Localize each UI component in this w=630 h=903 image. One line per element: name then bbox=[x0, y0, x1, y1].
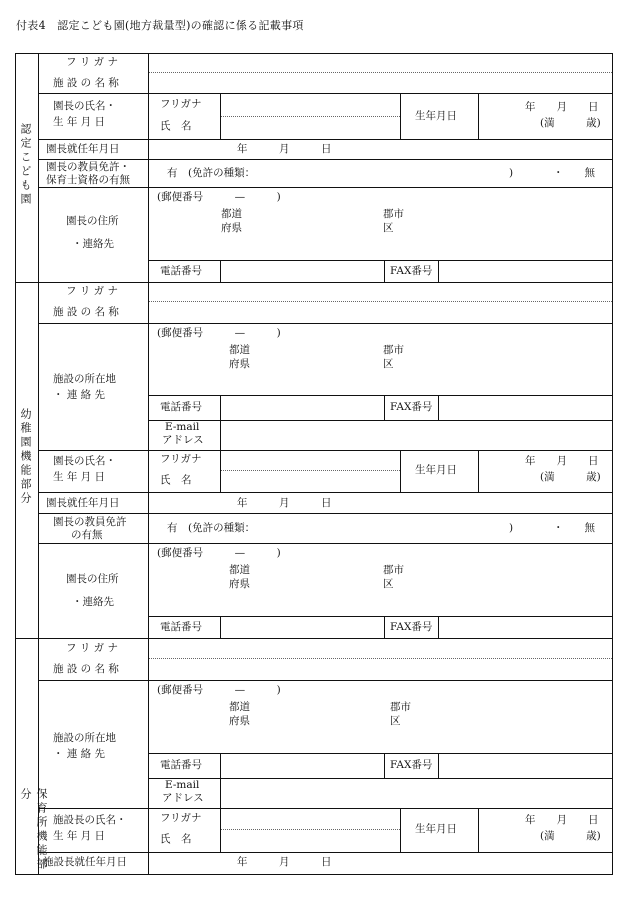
facility-address-label: 施設の所在地 bbox=[53, 373, 116, 385]
license-yes: 有 (免許の種類： bbox=[167, 167, 256, 179]
postal-code: (郵便番号 — ) bbox=[157, 327, 281, 339]
todo-label: 都道 bbox=[221, 208, 242, 220]
director-address-label: 園長の住所 bbox=[66, 215, 119, 227]
director-name-label: 園長の氏名・ bbox=[53, 455, 116, 467]
facility-name-label: 施 設 の 名 称 bbox=[53, 306, 119, 318]
appointed-date-value: 年 月 日 bbox=[237, 856, 332, 868]
furigana-label: フ リ ガ ナ bbox=[66, 642, 119, 654]
license-label-2: 保育士資格の有無 bbox=[46, 174, 130, 186]
license-label: 園長の教員免許・ bbox=[46, 161, 130, 173]
fax-label: FAX番号 bbox=[390, 401, 433, 413]
gunshi-label: 郡市 bbox=[383, 208, 404, 220]
email-label-2: アドレス bbox=[162, 792, 204, 804]
phone-label: 電話番号 bbox=[160, 759, 202, 771]
license-yes: 有 (免許の種類： bbox=[167, 522, 256, 534]
facility-appointed-date-label: 施設長就任年月日 bbox=[43, 856, 127, 868]
director-shimei-label: 氏 名 bbox=[160, 833, 192, 845]
license-no: ・ 無 bbox=[553, 167, 595, 179]
director-birth-label: 生 年 月 日 bbox=[53, 116, 106, 128]
license-label: 園長の教員免許 bbox=[53, 516, 127, 528]
fuken-label: 府県 bbox=[229, 578, 250, 590]
director-furigana-label: フリガナ bbox=[160, 453, 202, 465]
todo-label: 都道 bbox=[229, 564, 250, 576]
appointed-date-value: 年 月 日 bbox=[237, 497, 332, 509]
gunshi-label: 郡市 bbox=[383, 564, 404, 576]
section-label-youchien: 幼稚園機能部分 bbox=[19, 408, 32, 506]
director-address-label: 園長の住所 bbox=[66, 573, 119, 585]
birth-date-label: 生年月日 bbox=[415, 823, 457, 835]
postal-code: (郵便番号 — ) bbox=[157, 547, 281, 559]
birth-date-value: 年 月 日 bbox=[525, 101, 599, 113]
director-shimei-label: 氏 名 bbox=[160, 120, 192, 132]
facility-name-label: 施 設 の 名 称 bbox=[53, 663, 119, 675]
age-value: (満 歳) bbox=[540, 117, 601, 129]
section-label-hoikusho: 保育所機能部分 bbox=[19, 788, 48, 872]
director-furigana-label: フリガナ bbox=[160, 98, 202, 110]
appointed-date-label: 園長就任年月日 bbox=[46, 497, 120, 509]
gunshi-label: 郡市 bbox=[383, 344, 404, 356]
facility-director-name-label: 施設長の氏名・ bbox=[53, 814, 127, 826]
phone-label: 電話番号 bbox=[160, 401, 202, 413]
director-contact-label: ・連絡先 bbox=[72, 596, 114, 608]
fuken-label: 府県 bbox=[229, 715, 250, 727]
fax-label: FAX番号 bbox=[390, 265, 433, 277]
ku-label: 区 bbox=[383, 358, 394, 370]
facility-contact-label: ・ 連 絡 先 bbox=[53, 389, 106, 401]
appointed-date-value: 年 月 日 bbox=[237, 143, 332, 155]
birth-date-label: 生年月日 bbox=[415, 110, 457, 122]
form-table bbox=[15, 53, 613, 875]
fuken-label: 府県 bbox=[221, 222, 242, 234]
furigana-label: フ リ ガ ナ bbox=[66, 285, 119, 297]
appointed-date-label: 園長就任年月日 bbox=[46, 143, 120, 155]
todo-label: 都道 bbox=[229, 344, 250, 356]
director-furigana-label: フリガナ bbox=[160, 812, 202, 824]
phone-label: 電話番号 bbox=[160, 265, 202, 277]
postal-code: (郵便番号 — ) bbox=[157, 684, 281, 696]
ku-label: 区 bbox=[390, 715, 401, 727]
fax-label: FAX番号 bbox=[390, 759, 433, 771]
birth-date-value: 年 月 日 bbox=[525, 814, 599, 826]
birth-date-value: 年 月 日 bbox=[525, 455, 599, 467]
postal-code: (郵便番号 — ) bbox=[157, 191, 281, 203]
ku-label: 区 bbox=[383, 222, 394, 234]
gunshi-label: 郡市 bbox=[390, 701, 411, 713]
facility-address-label: 施設の所在地 bbox=[53, 732, 116, 744]
birth-date-label: 生年月日 bbox=[415, 464, 457, 476]
furigana-label: フ リ ガ ナ bbox=[66, 56, 119, 68]
facility-contact-label: ・ 連 絡 先 bbox=[53, 748, 106, 760]
license-close: ) bbox=[509, 167, 514, 179]
section-label-nintei: 認定こども園 bbox=[19, 123, 32, 207]
email-label: E-mail bbox=[165, 779, 200, 791]
license-close: ) bbox=[509, 522, 514, 534]
email-label-2: アドレス bbox=[162, 434, 204, 446]
email-label: E-mail bbox=[165, 421, 200, 433]
ku-label: 区 bbox=[383, 578, 394, 590]
director-birth-label: 生 年 月 日 bbox=[53, 471, 106, 483]
license-no: ・ 無 bbox=[553, 522, 595, 534]
age-value: (満 歳) bbox=[540, 471, 601, 483]
license-label-2: の有無 bbox=[71, 529, 103, 541]
director-name-label: 園長の氏名・ bbox=[53, 100, 116, 112]
director-shimei-label: 氏 名 bbox=[160, 474, 192, 486]
age-value: (満 歳) bbox=[540, 830, 601, 842]
document-title: 付表4 認定こども園(地方裁量型)の確認に係る記載事項 bbox=[16, 19, 304, 32]
fuken-label: 府県 bbox=[229, 358, 250, 370]
todo-label: 都道 bbox=[229, 701, 250, 713]
facility-name-label: 施 設 の 名 称 bbox=[53, 77, 119, 89]
phone-label: 電話番号 bbox=[160, 621, 202, 633]
director-birth-label: 生 年 月 日 bbox=[53, 830, 106, 842]
fax-label: FAX番号 bbox=[390, 621, 433, 633]
director-contact-label: ・連絡先 bbox=[72, 238, 114, 250]
